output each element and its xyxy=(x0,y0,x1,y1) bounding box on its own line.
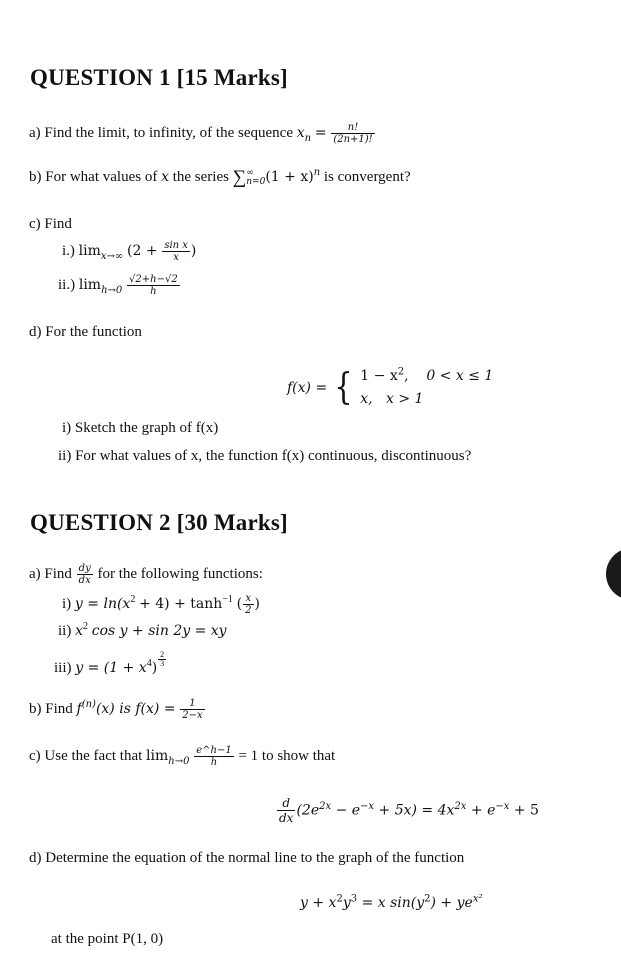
q2-a-iii-exp-num: 2 xyxy=(160,650,165,659)
q2-a-i-inv: −1 xyxy=(222,593,233,605)
q1-c-label: c) xyxy=(29,216,41,232)
q2-d-equation xyxy=(300,895,482,911)
q1-d-ii-label: ii) xyxy=(58,448,72,464)
q1-b-sum-symbol: ∑ xyxy=(232,167,247,188)
q1-d-case-1: $1 - x^2$, 0 < x ≤ 1 xyxy=(360,366,494,384)
q1-d-case1-expr: 1 − x xyxy=(360,368,398,384)
q2-a-iii-exp-den: 3 xyxy=(160,659,165,668)
q1-d-fx: f(x) = xyxy=(287,380,328,396)
q2-c-den: h xyxy=(194,756,233,768)
q2-d-eq-p1: 2 xyxy=(336,893,343,905)
q2-c-eq-end: + 5 xyxy=(513,802,539,819)
q1-part-a xyxy=(29,122,376,145)
q2-c-eq-lhs: (2e xyxy=(296,802,320,819)
q2-a-iii-close: ) xyxy=(151,660,158,676)
q2-b-label: b) xyxy=(29,700,42,717)
q1-c-i-fraction xyxy=(162,240,190,263)
q1-d-i-text: Sketch the graph of f(x) xyxy=(74,420,219,436)
q2-a-iii-pow: 4 xyxy=(146,658,152,669)
q1-a-fraction xyxy=(331,122,374,145)
question-1-title: QUESTION 1 [15 Marks] xyxy=(30,65,288,90)
q2-d-eq-p3: 2 xyxy=(424,893,431,905)
q2-a-i-fraction xyxy=(243,593,253,616)
q1-d-case-2 xyxy=(360,388,493,411)
q1-b-var: x xyxy=(161,169,169,185)
q1-b-sum-sub: n=0 xyxy=(246,176,266,187)
q2-d-eq-1: y + x xyxy=(300,895,337,911)
q2-d-eq-p2: 3 xyxy=(350,893,358,905)
q1-a-label: a) xyxy=(29,124,41,141)
q1-d-ii-text: For what values of x, the function f(x) continuous, discontinuous? xyxy=(75,448,472,464)
q1-a-numerator: n! xyxy=(347,122,359,133)
q1-b-label: b) xyxy=(29,169,42,185)
q2-c-eq-dx: dx xyxy=(279,811,294,825)
q1-d-ii xyxy=(58,447,471,465)
q2-a-iii-label: iii) xyxy=(54,660,72,676)
question-2-title: QUESTION 2 [30 Marks] xyxy=(30,510,288,535)
floating-action-button[interactable] xyxy=(606,548,621,600)
q2-a-i-label: i) xyxy=(62,595,72,612)
q2-a-i xyxy=(62,593,260,616)
q1-c-i xyxy=(62,240,196,263)
q2-a-ii-expr-2: cos y + sin 2y = xy xyxy=(91,623,227,639)
q1-b-text-1: For what values of xyxy=(45,169,158,185)
q1-b-sum-limits xyxy=(246,169,265,187)
q1-c-i-sub: x→∞ xyxy=(100,250,124,262)
q2-a-dx: dx xyxy=(77,574,93,586)
q2-d-eq-3: = x sin(y xyxy=(361,895,425,911)
q1-part-b xyxy=(29,168,411,187)
q2-a-label: a) xyxy=(29,565,41,582)
q1-d-case2-cond: x > 1 xyxy=(386,391,424,407)
q2-b-den: 2−x xyxy=(182,710,203,721)
q2-part-c xyxy=(29,745,335,768)
q1-c-ii-label: ii.) xyxy=(58,276,76,293)
q1-b-text-2: the series xyxy=(172,169,229,185)
q1-b-text-3: is convergent? xyxy=(323,169,411,185)
q2-a-ii xyxy=(58,622,227,640)
q2-d-label: d) xyxy=(29,850,42,866)
q2-c-eq-d: d xyxy=(282,796,291,810)
q1-c-i-label: i.) xyxy=(62,242,75,259)
q2-c-fraction xyxy=(194,745,233,768)
q1-d-i-label: i) xyxy=(62,420,72,436)
q2-c-eq-rhs: + e xyxy=(470,802,496,819)
q2-a-ii-label: ii) xyxy=(58,623,72,639)
q2-b-fraction xyxy=(180,698,204,721)
q2-c-eq-mid: − e xyxy=(335,802,361,819)
q1-d-case1-cond: 0 < x ≤ 1 xyxy=(426,368,494,384)
q2-b-f: f xyxy=(76,700,82,717)
q1-part-d xyxy=(29,323,142,341)
q2-a-iii-expr: y = (1 + x xyxy=(75,660,147,676)
q1-a-lhs: x xyxy=(296,124,305,141)
q2-part-d xyxy=(29,849,464,867)
q2-a-iii xyxy=(54,651,167,677)
q1-a-text: Find the limit, to infinity, of the sequence xyxy=(44,124,293,141)
q1-c-i-close: ) xyxy=(190,242,197,259)
q2-b-text-1: Find xyxy=(45,700,73,717)
q1-d-case1-pow: 2 xyxy=(397,366,405,378)
q2-c-eq-p3: 2x xyxy=(454,800,467,812)
q1-c-ii-num: √2+h−√2 xyxy=(129,274,178,285)
q1-c-ii-fraction xyxy=(127,274,180,297)
q2-c-eq-p1: 2x xyxy=(319,800,332,812)
q2-c-eq-p4: −x xyxy=(495,800,510,812)
q2-d-eq-p4: x² xyxy=(472,893,483,905)
q1-a-sub: n xyxy=(304,132,312,144)
q2-b-num: 1 xyxy=(189,698,196,709)
q2-c-eq-derivative xyxy=(277,796,295,825)
q2-d-eq-2: y xyxy=(342,895,351,911)
q1-c-ii-den: h xyxy=(127,285,180,297)
q1-piecewise-function xyxy=(287,365,493,411)
q2-a-derivative xyxy=(77,563,93,586)
q1-part-c xyxy=(29,215,72,233)
q2-c-lim: lim xyxy=(146,747,169,764)
q1-c-ii-sub: h→0 xyxy=(101,284,123,296)
q1-a-denominator: (2n+1)! xyxy=(333,134,373,145)
q2-c-text-2: = 1 to show that xyxy=(238,747,336,764)
q2-c-num: e^h−1 xyxy=(196,745,232,756)
q2-c-sub: h→0 xyxy=(168,755,190,767)
q1-c-i-num: sin x xyxy=(164,240,188,251)
q2-a-i-pow: 2 xyxy=(130,593,136,605)
q2-c-eq-p2: −x xyxy=(360,800,375,812)
q1-c-i-lim: lim xyxy=(78,242,101,259)
q2-a-i-expr: y = ln(x xyxy=(74,595,131,612)
q2-d-point: at the point P(1, 0) xyxy=(51,931,164,947)
q2-a-iii-exponent xyxy=(158,651,166,668)
q2-a-i-den: 2 xyxy=(245,605,252,616)
q1-c-i-open: (2 + xyxy=(127,242,158,259)
q1-b-series-pow: n xyxy=(313,167,321,178)
q2-d-text: Determine the equation of the normal line to the graph of the function xyxy=(45,850,465,866)
q2-b-text-2: (x) is f(x) = xyxy=(95,700,176,717)
q2-c-eq-lhs2: + 5x) = 4x xyxy=(378,802,455,819)
q2-c-label: c) xyxy=(29,747,41,764)
q2-part-b xyxy=(29,698,206,721)
q2-c-text-1: Use the fact that xyxy=(44,747,143,764)
q1-d-case2-expr: x, xyxy=(360,391,373,407)
q1-c-ii-lim: lim xyxy=(78,276,102,293)
q2-a-text-2: for the following functions: xyxy=(97,565,263,582)
q2-d-eq-4: ) + ye xyxy=(430,895,473,911)
q1-d-cases xyxy=(360,365,493,411)
q1-c-i-den: x xyxy=(162,251,190,263)
q2-b-n: (n) xyxy=(81,698,96,710)
q2-a-ii-expr-1: x xyxy=(75,623,83,639)
q1-d-brace: { xyxy=(334,367,353,408)
q1-d-label: d) xyxy=(29,324,42,340)
q1-d-text: For the function xyxy=(45,324,142,340)
q2-a-i-open: ( xyxy=(236,595,243,612)
q2-a-i-num: x xyxy=(245,593,252,604)
q1-d-i xyxy=(62,419,218,437)
q2-a-i-close: ) xyxy=(254,595,260,612)
q1-b-sum-sup: ∞ xyxy=(246,167,254,178)
q1-c-text: Find xyxy=(44,216,72,232)
q2-c-equation xyxy=(276,796,539,825)
q1-c-ii xyxy=(58,274,181,297)
q2-a-ii-pow: 2 xyxy=(83,621,88,632)
q1-b-series: (1 + x) xyxy=(265,169,314,185)
q2-part-a xyxy=(29,563,263,586)
q2-a-dy: dy xyxy=(78,563,91,574)
q1-a-eq: = xyxy=(314,124,327,141)
q2-a-text-1: Find xyxy=(44,565,72,582)
q2-a-i-rest: + 4) + tanh xyxy=(139,595,223,612)
